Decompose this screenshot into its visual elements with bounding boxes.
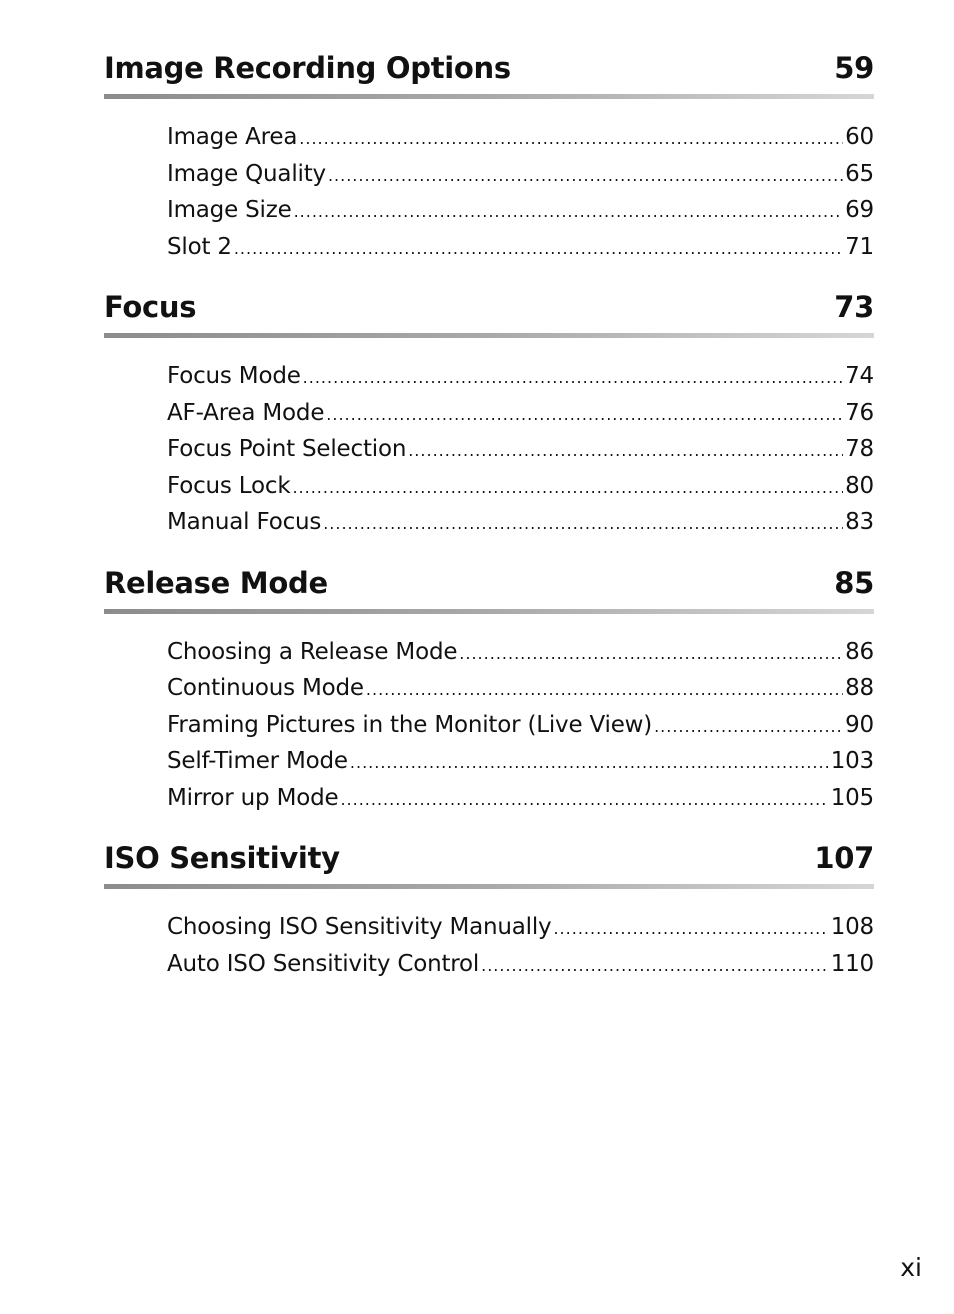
section-heading[interactable] [104,281,874,333]
toc-entry[interactable] [167,909,874,946]
section-heading[interactable] [104,557,874,609]
dot-leader [408,433,843,470]
toc-entry-list [167,119,874,265]
page-number: xi [900,1253,922,1282]
toc-entry-label: Slot 2 [167,233,232,260]
toc-entry-label: Choosing a Release Mode [167,638,458,665]
dot-leader [340,782,828,819]
toc-entry[interactable] [167,395,874,432]
toc-entry[interactable] [167,504,874,541]
toc-entry-page: 65 [845,160,874,187]
section-divider [104,884,874,889]
section-divider [104,609,874,614]
toc-entry-list [167,634,874,817]
section-page-number: 85 [834,565,874,600]
dot-leader [303,360,843,397]
toc-entry[interactable] [167,707,874,744]
section-title: Focus [104,290,197,324]
toc-section [104,557,874,817]
toc-entry-page: 78 [845,436,874,462]
toc-entry[interactable] [167,468,874,505]
toc-entry-list [167,358,874,541]
toc-entry-label: AF-Area Mode [167,399,325,426]
toc-entry[interactable] [167,156,874,193]
toc-entry-page: 86 [845,638,874,665]
toc-entry-page: 74 [845,363,874,389]
dot-leader [350,745,829,782]
toc-entry-page: 88 [845,675,874,701]
toc-entry-page: 60 [845,124,874,150]
toc-entry-page: 76 [845,399,874,426]
toc-entry-label: Image Quality [167,160,326,187]
dot-leader [292,470,843,507]
toc-entry-label: Self-Timer Mode [167,748,348,774]
toc-entry[interactable] [167,634,874,671]
toc-entry-page: 103 [830,748,874,774]
section-heading[interactable] [104,832,874,884]
toc-entry-label: Focus Point Selection [167,436,407,462]
toc-entry[interactable] [167,119,874,156]
section-heading[interactable] [104,42,874,94]
toc-entry-list [167,909,874,982]
section-title: Release Mode [104,565,328,600]
toc-entry-label: Focus Lock [167,472,291,499]
toc-entry-label: Mirror up Mode [167,784,339,811]
toc-entry-page: 110 [830,950,874,977]
dot-leader [326,397,843,434]
dot-leader [654,709,843,746]
toc-entry-page: 90 [845,711,874,738]
toc-entry-label: Auto ISO Sensitivity Control [167,950,480,977]
toc-entry-page: 71 [845,233,874,260]
section-page-number: 59 [834,51,874,85]
toc-entry[interactable] [167,431,874,468]
dot-leader [294,194,844,231]
section-page-number: 107 [814,841,874,875]
toc-entry-page: 108 [830,914,874,940]
dot-leader [299,121,843,158]
toc-section [104,281,874,541]
toc-entry-page: 83 [845,509,874,535]
dot-leader [481,948,829,985]
toc-entry[interactable] [167,192,874,229]
section-divider [104,333,874,338]
dot-leader [234,231,843,268]
toc-entry[interactable] [167,743,874,780]
section-divider [104,94,874,99]
toc-entry-label: Framing Pictures in the Monitor (Live View) [167,711,653,738]
toc-section [104,832,874,982]
dot-leader [459,636,843,673]
toc-entry[interactable] [167,780,874,817]
dot-leader [366,672,843,709]
section-title: ISO Sensitivity [104,841,340,875]
toc-entry-page: 80 [845,472,874,499]
toc-entry-label: Manual Focus [167,509,322,535]
toc-entry-label: Image Area [167,124,298,150]
toc-entry-label: Choosing ISO Sensitivity Manually [167,914,552,940]
toc-entry-page: 105 [830,784,874,811]
toc-entry-label: Continuous Mode [167,675,364,701]
toc-entry-label: Image Size [167,197,292,223]
dot-leader [328,158,843,195]
dot-leader [323,506,843,543]
toc-entry-page: 69 [845,197,874,223]
dot-leader [553,911,828,948]
section-title: Image Recording Options [104,51,511,85]
table-of-contents [104,42,874,982]
toc-entry[interactable] [167,358,874,395]
toc-section [104,42,874,265]
toc-entry[interactable] [167,946,874,983]
toc-entry[interactable] [167,229,874,266]
section-page-number: 73 [834,290,874,324]
toc-entry-label: Focus Mode [167,363,301,389]
toc-entry[interactable] [167,670,874,707]
